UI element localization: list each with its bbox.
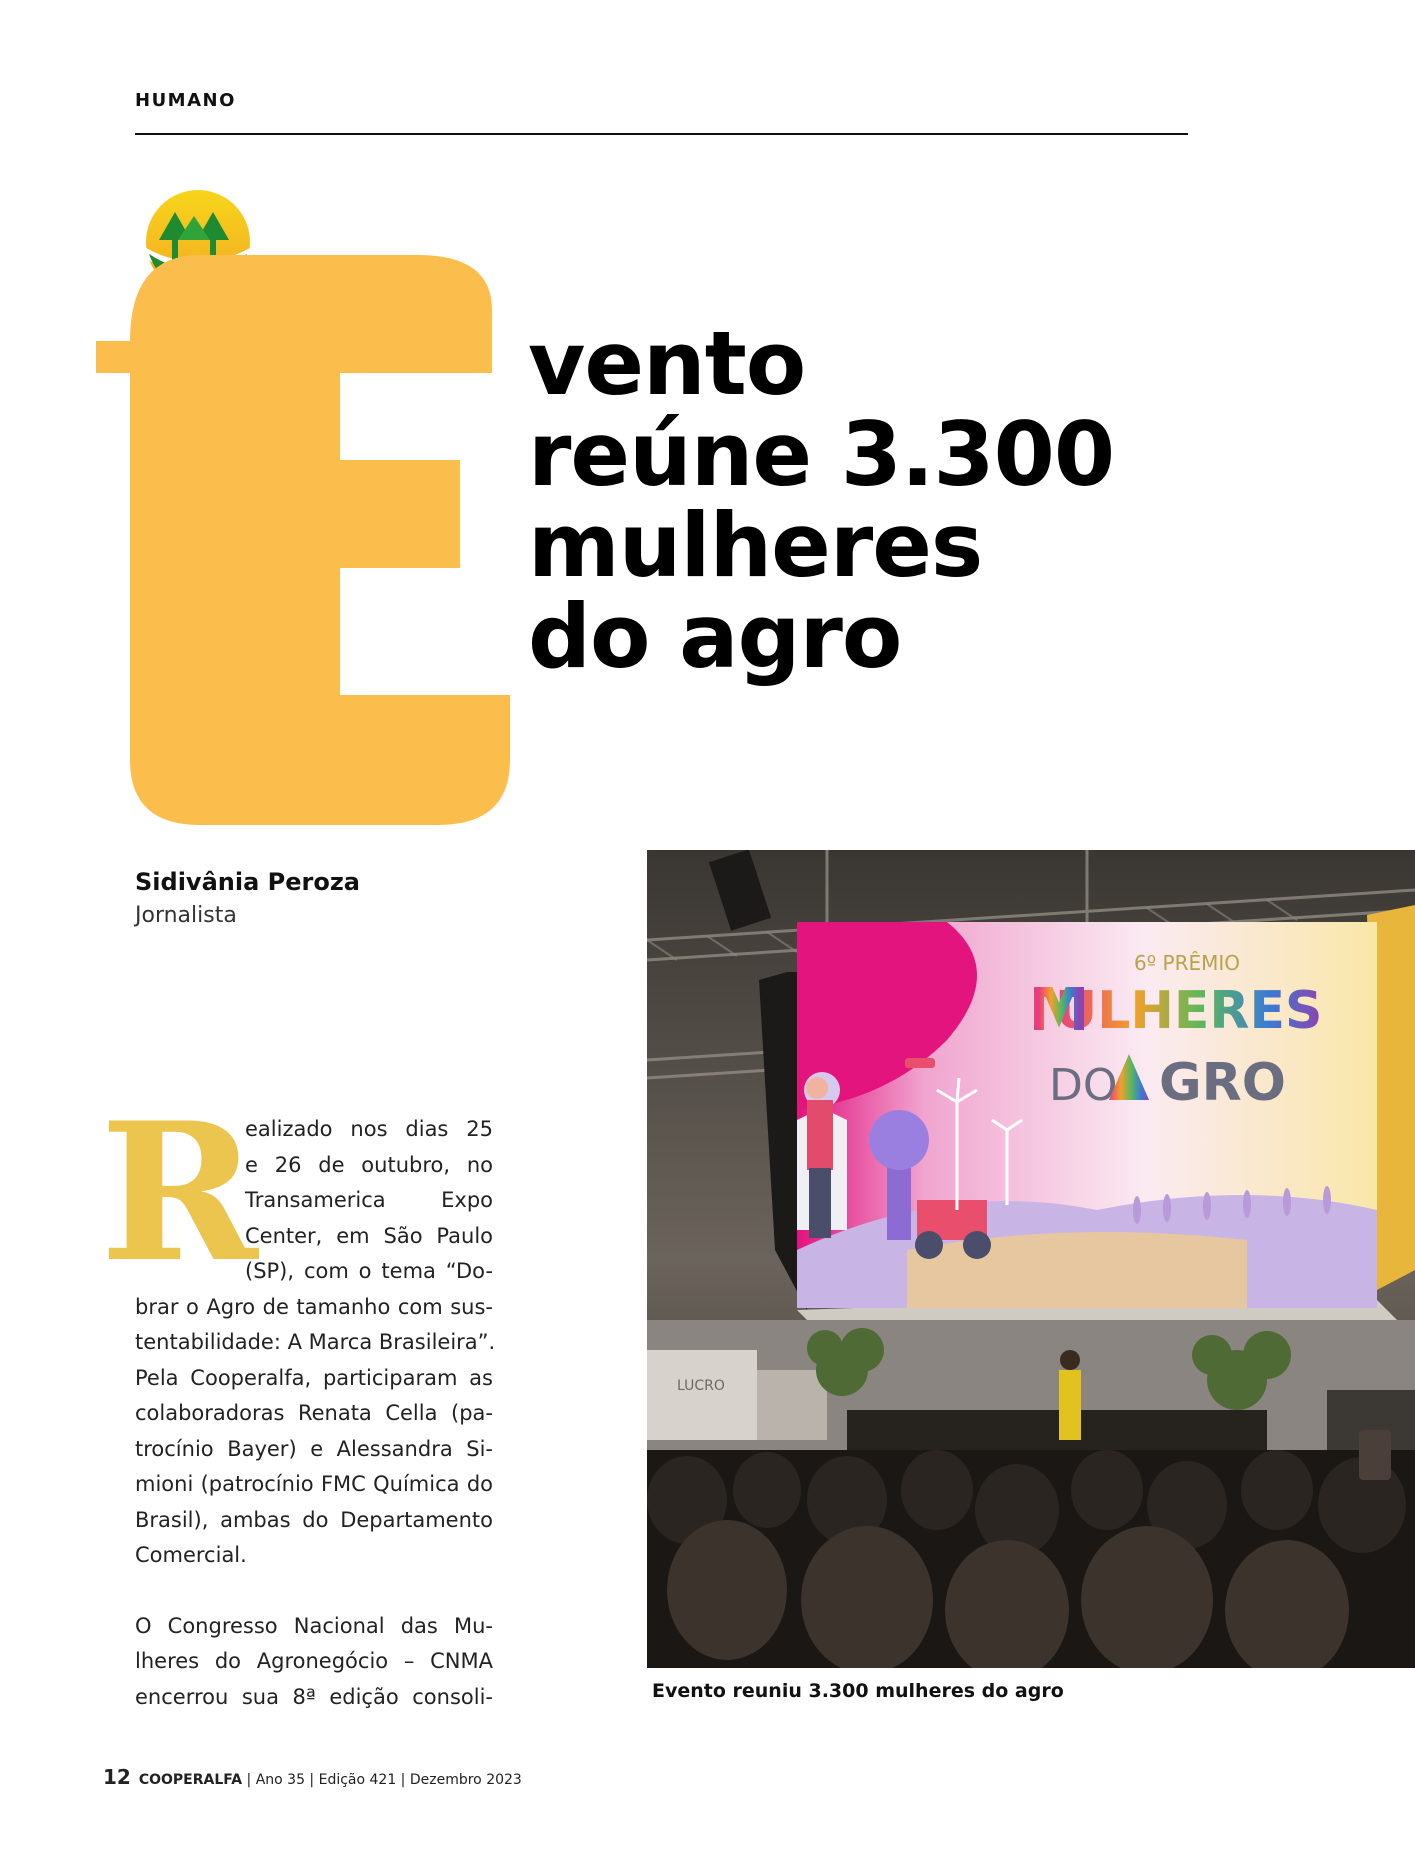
body-line: Transamerica Expo [245, 1188, 493, 1212]
body-line: Comercial. [135, 1543, 247, 1567]
body-line: encerrou sua 8ª edição consoli- [135, 1684, 493, 1709]
section-label: HUMANO [135, 90, 236, 111]
body-line: trocínio Bayer) e Alessandra Si- [135, 1436, 493, 1461]
body-line: O Congresso Nacional das Mu- [135, 1613, 493, 1638]
page-number: 12 [103, 1765, 131, 1789]
article-title [528, 312, 1168, 688]
screen-title-line1: ULHERES [1055, 981, 1323, 1041]
title-line: mulheres [528, 494, 983, 597]
edition-info: | Ano 35 | Edição 421 | Dezembro 2023 [246, 1772, 522, 1788]
paragraph-gap [135, 1574, 493, 1609]
header-rule [135, 133, 1188, 135]
author-role: Jornalista [135, 903, 237, 928]
body-line: tentabilidade: A Marca Brasileira”. [135, 1330, 496, 1354]
article-body [135, 1112, 496, 1715]
body-line: brar o Agro de tamanho com sus- [135, 1294, 493, 1319]
body-line: e 26 de outubro, no [245, 1152, 493, 1177]
screen-award-label: 6º PRÊMIO [1134, 951, 1240, 975]
photo-caption: Evento reuniu 3.300 mulheres do agro [652, 1680, 1064, 1702]
event-photo [647, 850, 1415, 1668]
body-line: lheres do Agronegócio – CNMA [135, 1649, 493, 1673]
drop-cap: R [100, 1081, 258, 1304]
title-line: reúne 3.300 [528, 403, 1115, 506]
title-drop-letter-e [90, 255, 520, 825]
body-line: ealizado nos dias 25 [245, 1117, 493, 1141]
page-footer [103, 1765, 522, 1789]
title-line: do agro [528, 585, 902, 688]
title-line: vento [528, 312, 806, 415]
body-line: Pela Cooperalfa, participaram as [135, 1365, 493, 1390]
body-line: colaboradoras Renata Cella (pa- [135, 1401, 493, 1425]
author-name: Sidivânia Peroza [135, 868, 360, 896]
screen-title-line2: DO [1049, 1060, 1118, 1111]
screen-title-line3: GRO [1159, 1053, 1286, 1113]
body-line: mioni (patrocínio FMC Química do [135, 1472, 493, 1496]
body-line: (SP), com o tema “Do- [245, 1259, 493, 1283]
event-photo-illustration [647, 850, 1415, 1668]
booth-sign: LUCRO [677, 1378, 725, 1394]
magazine-name: COOPERALFA [138, 1772, 243, 1788]
body-line: Brasil), ambas do Departamento [135, 1507, 493, 1532]
body-line: Center, em São Paulo [245, 1223, 493, 1248]
